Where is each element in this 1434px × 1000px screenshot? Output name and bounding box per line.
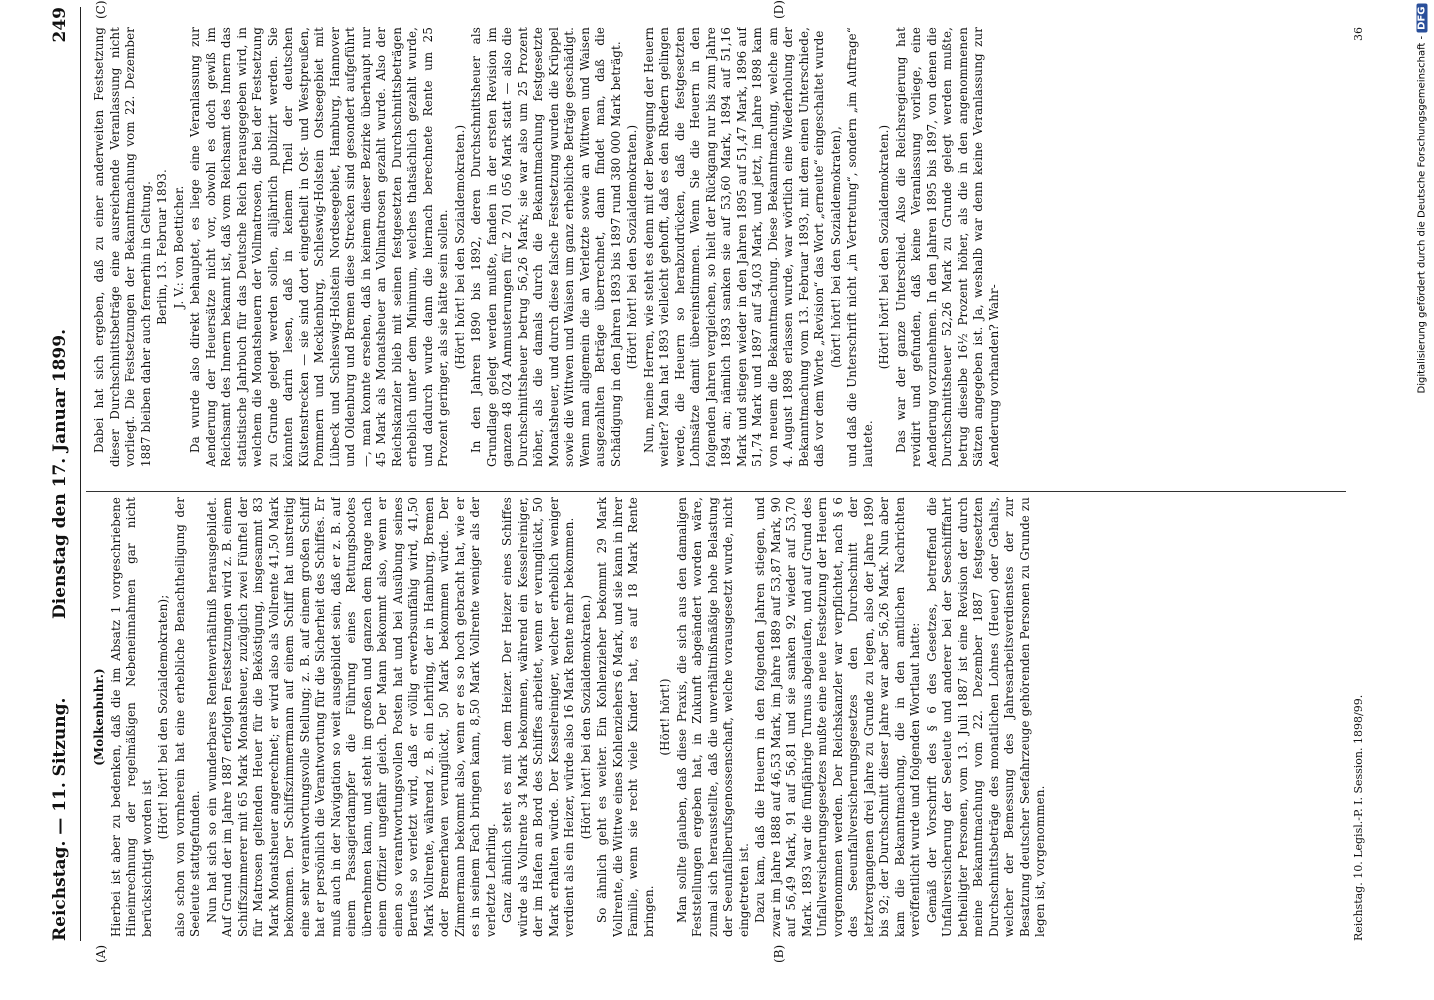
section-marker-d: (D): [772, 0, 786, 19]
credit-text: Digitalisierung gefördert durch die Deutsche Forschungsgemeinschaft -: [1416, 35, 1428, 394]
paragraph: Nun hat sich so ein wunderbares Rentenverhältniß herausgebildet. Auf Grund der im Jahre 1887 erfolgten Festsetzungen wird z. B. einem Schiffszimmerer mit 65 Mark Monatsheuer, zuzüglich zwei Fünftel der für Matrosen geltenden Heuer für die Beköstigung, insgesammt 83 Mark Monatsheuer angerechnet; er wird also als Vollrente 41,50 Mark bekommen. Der Schiffszimmermann auf einem Schiff hat unstreitig eine sehr verantwortungsvolle Stellung; z. B. auf einem großen Schiff hat er persönlich die Verantwortung für die Sicherheit des Schiffes. Er muß auch in der Navigation so weit ausgebildet sein, daß er z. B. auf einem Passagierdampfer die Führung eines Rettungsbootes übernehmen kann, und steht im großen und ganzen dem Range nach einem Offizier ungefähr gleich. Der Mann bekommt also, wenn er einen so verantwortungsvollen Posten hat und bei Ausübung seines Berufes so verletzt wird, daß er völlig erwerbsunfähig wird, 41,50 Mark Vollrente, während z. B. ein Lehrling, der in Hamburg, Bremen oder Bremerhaven verunglückt, 50 Mark bekommen würde. Der Zimmermann bekommt also, wenn er es so hoch gebracht hat, wie er es in seinem Fach bringen kann, 8,50 Mark Vollrente weniger als der verletzte Lehrling.: [204, 497, 498, 937]
footer-session-info: Reichstag. 10. Legisl.-P. I. Session. 1898/99.: [1352, 694, 1365, 941]
header-session: Reichstag. — 11. Sitzung.: [50, 697, 70, 941]
document-page: [22, 0, 1412, 977]
paragraph: Hierbei ist aber zu bedenken, daß die im Absatz 1 vorgeschriebene Hineinrechnung der regelmäßigen Nebeneinnahmen gar nicht berücksichtigt worden ist: [108, 497, 154, 937]
paragraph: Nun, meine Herren, wie steht es denn mit der Bewegung der Heuern weiter? Man hat 1893 vielleicht gehofft, daß es den Rhedern gelingen werde, die Heuern so herabzudrücken, daß die festgesetzten Lohnsätze damit übereinstimmen. Wenn Sie die Heuern in den folgenden Jahren vergleichen, so hielt der Rückgang nur bis zum Jahre 1894 an; nämlich 1893 sanken sie auf 53,60 Mark, 1894 auf 51,16 Mark und stiegen wieder in den Jahren 1895 auf 51,47 Mark, 1896 auf 51,74 Mark und 1897 auf 54,03 Mark, und jetzt, im Jahre 1898 kam von neuem die Bekanntmachung. Diese Bekanntmachung, welche am 4. August 1898 erlassen wurde, war wörtlich eine Wiederholung der Bekanntmachung vom 13. Februar 1893, mit dem einen Unterschiede, daß vor dem Worte „Revision“ das Wort „erneute“ eingeschaltet wurde: [641, 27, 826, 467]
interjection: (Hört! hört! bei den Sozialdemokraten);: [156, 594, 170, 840]
interjection: (Hört! hört! bei den Sozialdemokraten.): [578, 594, 593, 840]
digitization-credit: [1412, 8, 1428, 998]
quoted-announcement: Dabei hat sich ergeben, daß zu einer anderweiten Festsetzung dieser Durchschnittsbeträge eine ausreichende Veranlassung nicht vorliegt. Die Festsetzungen der Bekanntmachung vom 22. Dezember 1887 bleiben daher auch fernerhin in Geltung.: [92, 27, 153, 467]
dfg-logo: DFG: [1417, 4, 1428, 33]
paragraph: und daß die Unterschrift nicht „in Vertretung“, sondern „im Auftrage“ lautete.: [845, 27, 875, 467]
left-column: [92, 497, 1332, 937]
paragraph: Das war der ganze Unterschied. Also die Reichsregierung hat revidirt und gefunden, daß keine Veranlassung vorliege, eine Aenderung vorzunehmen. In den Jahren 1895 bis 1897, von denen die Durchschnittsheuer 52,26 Mark zu Grunde gelegt werden mußte, betrug dieselbe 16½ Prozent höher, als die in den angenommenen Sätzen angegeben ist. Ja, weshalb war denn keine Veranlassung zur Aenderung vorhanden? Wahr-: [893, 27, 1001, 467]
paragraph: Dazu kam, daß die Heuern in den folgenden Jahren stiegen, und zwar im Jahre 1888 auf 46,53 Mark, im Jahre 1889 auf 53,87 Mark, 90 auf 56,49 Mark, 91 auf 56,81 und sie sanken 92 wieder auf 53,70 Mark. 1893 war die fünfjährige Turnus abgelaufen, und auf Grund des Unfallversicherungsgesetzes mußte eine neue Festsetzung der Heuern vorgenommen werden. Der Reichskanzler war verpflichtet, nach § 6 des Seeunfallversicherungsgesetzes den Durchschnitt der letztvergangenen drei Jahre zu Grunde zu legen, also der Jahre 1890 bis 92; der Durchschnitt dieser Jahre war aber 56,26 Mark. Nun aber kam die Bekanntmachung, die in den amtlichen Nachrichten veröffentlicht wurde und folgenden Wortlaut hatte:: [753, 497, 922, 937]
section-marker-b: (B): [772, 944, 786, 963]
quoted-announcement: Gemäß der Vorschrift des § 6 des Gesetzes, betreffend die Unfallversicherung der Seeleute und anderer bei der Seeschifffahrt betheiligter Personen, vom 13. Juli 1887 ist eine Revision der durch meine Bekanntmachung vom 22. Dezember 1887 festgesetzten Durchschnittsbeträge des monatlichen Lohnes (Heuer) oder Gehalts, welcher der Bemessung des Jahresarbeitsverdienstes der zur Besatzung deutscher Seefahrzeuge gehörenden Personen zu Grunde zu legen ist, vorgenommen.: [924, 497, 1047, 937]
paragraph: Ganz ähnlich steht es mit dem Heizer. Der Heizer eines Schiffes würde als Vollrente 34 Mark bekommen, während ein Kesselreiniger, der im Hafen an Bord des Schiffes arbeitet, wenn er verunglückt, 50 Mark erhalten würde. Der Kesselreiniger, welcher erheblich weniger verdient als ein Heizer, würde also 16 Mark Rente mehr bekommen.: [500, 497, 576, 937]
section-marker-a: (A): [94, 944, 108, 963]
page-header: [40, 7, 80, 941]
column-divider: [86, 491, 1346, 492]
paragraph: So ähnlich geht es weiter. Ein Kohlenzieher bekommt 29 Mark Vollrente, die Wittwe eines Kohlenziehers 6 Mark, und sie kann in ihrer Familie, wenn sie recht viele Kinder hat, es auf 18 Mark Rente bringen.: [595, 497, 656, 937]
right-column: [92, 27, 1332, 467]
speaker-heading: (Molkenbuhr.): [92, 668, 106, 766]
header-date: Dienstag den 17. Januar 1899.: [50, 329, 70, 619]
footer-sheet-number: 36: [1352, 27, 1365, 41]
interjection: (Hört! hört!): [658, 678, 672, 756]
section-marker-c: (C): [94, 0, 108, 19]
announcement-signature: J. V.: von Boetticher.: [171, 185, 186, 309]
interjection: (Hört! hört! bei den Sozialdemokraten.): [625, 124, 639, 370]
paragraph: also schon von vornherein hat eine erhebliche Benachtheiligung der Seeleute stattgefunden.: [172, 497, 202, 937]
paragraph: In den Jahren 1890 bis 1892, deren Durchschnittsheuer als Grundlage gelegt werden mußte, fanden in der ersten Revision im ganzen 48 024 Anmusterungen für 2 701 056 Mark statt — also die Durchschnittsheuer betrug 56,26 Mark; sie war also um 25 Prozent höher, als die damals durch die Bekanntmachung festgesetzte Monatsheuer, und durch diese falsche Festsetzung wurden die Krüppel sowie die Wittwen und Waisen um ganz erhebliche Beträge geschädigt. Wenn man allgemein die an Verletzte sowie an Wittwen und Waisen ausgezahlten Beträge überrechnet, dann findet man, daß die Schädigung in den Jahren 1893 bis 1897 rund 380 000 Mark beträgt.: [469, 27, 623, 467]
paragraph: Man sollte glauben, daß diese Praxis, die sich aus den damaligen Feststellungen ergeben hat, in Zukunft abgeändert worden wäre, zumal sich herausstellte, daß die unverhältnißmäßige hohe Belastung der Seeunfallberufsgenossenschaft, welche vorausgesetzt wurde, nicht eingetreten ist.: [674, 497, 751, 937]
header-rule: [80, 7, 81, 941]
interjection: (hört! hört! bei den Sozialdemokraten),: [828, 126, 843, 368]
paragraph: Da wurde also direkt behauptet, es liege eine Veranlassung zur Aenderung der Heuersätze nicht vor, obwohl es doch gewiß im Reichsamt des Innern bekannt ist, daß vom Reichsamt des Innern das statistische Jahrbuch für das Deutsche Reich herausgegeben wird, in welchem die Monatsheuern der Vollmatrosen, die bei der Festsetzung zu Grunde gelegt werden sollen, alljährlich publizirt werden. Sie könnten darin lesen, daß in keinem Theil der deutschen Küstenstrecken — sie sind dort eingetheilt in Ost- und Westpreußen, Pommern und Mecklenburg, Schleswig-Holstein Ostseegebiet mit Lübeck und Schleswig-Holstein Nordseegebiet, Hamburg, Hannover und Oldenburg und Bremen diese Strecken sind gesondert aufgeführt —, man konnte ersehen, daß in keinem dieser Bezirke überhaupt nur 45 Mark als Monatsheuer an Vollmatrosen gezahlt wurde. Also der Reichskanzler blieb mit seinen festgesetzten Durchschnittsbeträgen erheblich unter dem Minimum, welches thatsächlich gezahlt wurde, und dadurch wurde dann die hiernach berechnete Rente um 25 Prozent geringer, als sie hätte sein sollen.: [188, 27, 450, 467]
page-number: 249: [50, 7, 70, 43]
announcement-date: Berlin, 13. Februar 1893.: [155, 169, 169, 325]
interjection: (Hört! hört! bei den Sozialdemokraten.): [877, 124, 891, 370]
interjection: (Hört! hört! bei den Sozialdemokraten.): [452, 124, 467, 370]
